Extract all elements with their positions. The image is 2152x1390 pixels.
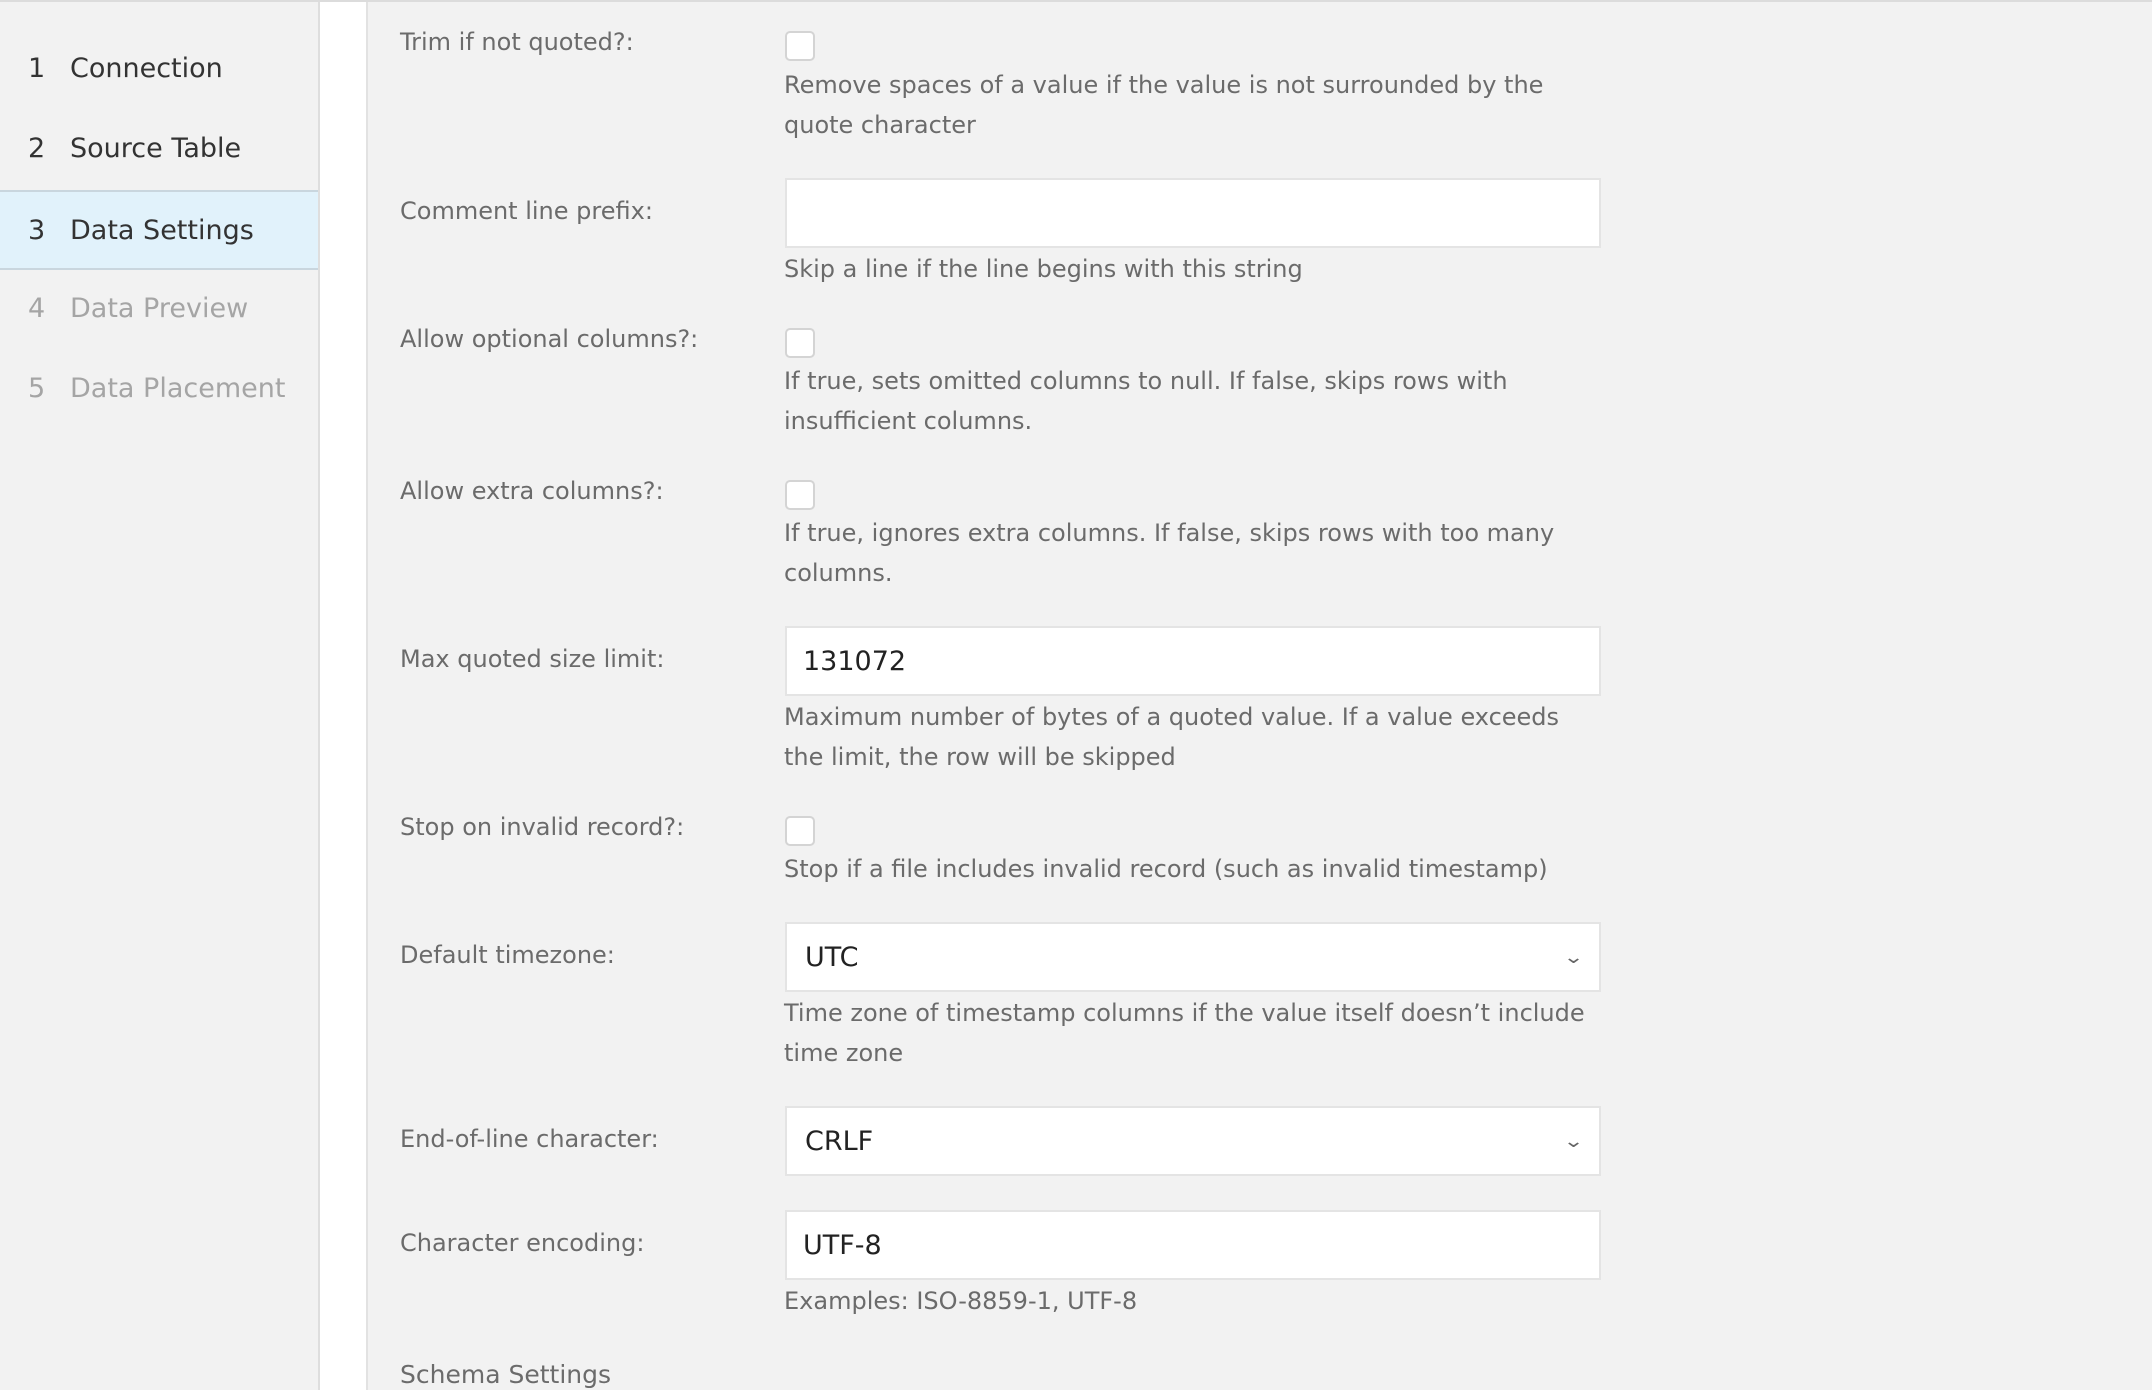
encoding-label: Character encoding:	[400, 1229, 645, 1257]
stop-invalid-help: Stop if a file includes invalid record (such as invalid timestamp)	[784, 855, 1548, 883]
step-number: 1	[28, 52, 46, 84]
eol-value: CRLF	[805, 1125, 874, 1157]
timezone-label: Default timezone:	[400, 941, 615, 969]
stop-invalid-label: Stop on invalid record?:	[400, 813, 685, 841]
encoding-input[interactable]	[785, 1210, 1601, 1280]
comment-prefix-input[interactable]	[785, 178, 1601, 248]
step-label: Data Placement	[70, 372, 286, 404]
step-connection[interactable]	[0, 30, 318, 106]
max-quoted-input[interactable]	[785, 626, 1601, 696]
step-number: 3	[28, 214, 46, 246]
step-data-preview	[0, 270, 318, 346]
optional-columns-label: Allow optional columns?:	[400, 325, 699, 353]
trim-checkbox[interactable]	[785, 31, 815, 61]
optional-columns-help: If true, sets omitted columns to null. If false, skips rows with insufficient columns.	[784, 367, 1508, 435]
step-source-table[interactable]	[0, 110, 318, 186]
trim-help: Remove spaces of a value if the value is not surrounded by the quote character	[784, 71, 1544, 139]
extra-columns-label: Allow extra columns?:	[400, 477, 664, 505]
step-label: Connection	[70, 52, 223, 84]
timezone-help: Time zone of timestamp columns if the value itself doesn’t include time zone	[784, 999, 1585, 1067]
chevron-down-icon: ⌄	[1562, 946, 1585, 968]
step-number: 5	[28, 372, 46, 404]
encoding-help: Examples: ISO-8859-1, UTF-8	[784, 1287, 1138, 1315]
step-number: 2	[28, 132, 46, 164]
step-data-placement	[0, 350, 318, 426]
chevron-down-icon: ⌄	[1562, 1130, 1585, 1152]
step-number: 4	[28, 292, 46, 324]
schema-settings-title: Schema Settings	[400, 1360, 611, 1389]
optional-columns-checkbox[interactable]	[785, 328, 815, 358]
stop-invalid-checkbox[interactable]	[785, 816, 815, 846]
step-label: Data Settings	[70, 214, 254, 246]
max-quoted-label: Max quoted size limit:	[400, 645, 665, 673]
comment-prefix-label: Comment line prefix:	[400, 197, 653, 225]
timezone-select[interactable]	[785, 922, 1601, 992]
step-label: Data Preview	[70, 292, 249, 324]
extra-columns-checkbox[interactable]	[785, 480, 815, 510]
eol-label: End-of-line character:	[400, 1125, 659, 1153]
comment-prefix-help: Skip a line if the line begins with this string	[784, 255, 1303, 283]
eol-select[interactable]	[785, 1106, 1601, 1176]
step-label: Source Table	[70, 132, 242, 164]
step-data-settings[interactable]	[0, 190, 318, 270]
trim-label: Trim if not quoted?:	[400, 28, 634, 56]
wizard-sidebar	[0, 2, 320, 1390]
content-gutter	[320, 2, 368, 1390]
extra-columns-help: If true, ignores extra columns. If false, skips rows with too many columns.	[784, 519, 1555, 587]
max-quoted-help: Maximum number of bytes of a quoted value. If a value exceeds the limit, the row will be skipped	[784, 703, 1560, 771]
timezone-value: UTC	[805, 941, 859, 973]
